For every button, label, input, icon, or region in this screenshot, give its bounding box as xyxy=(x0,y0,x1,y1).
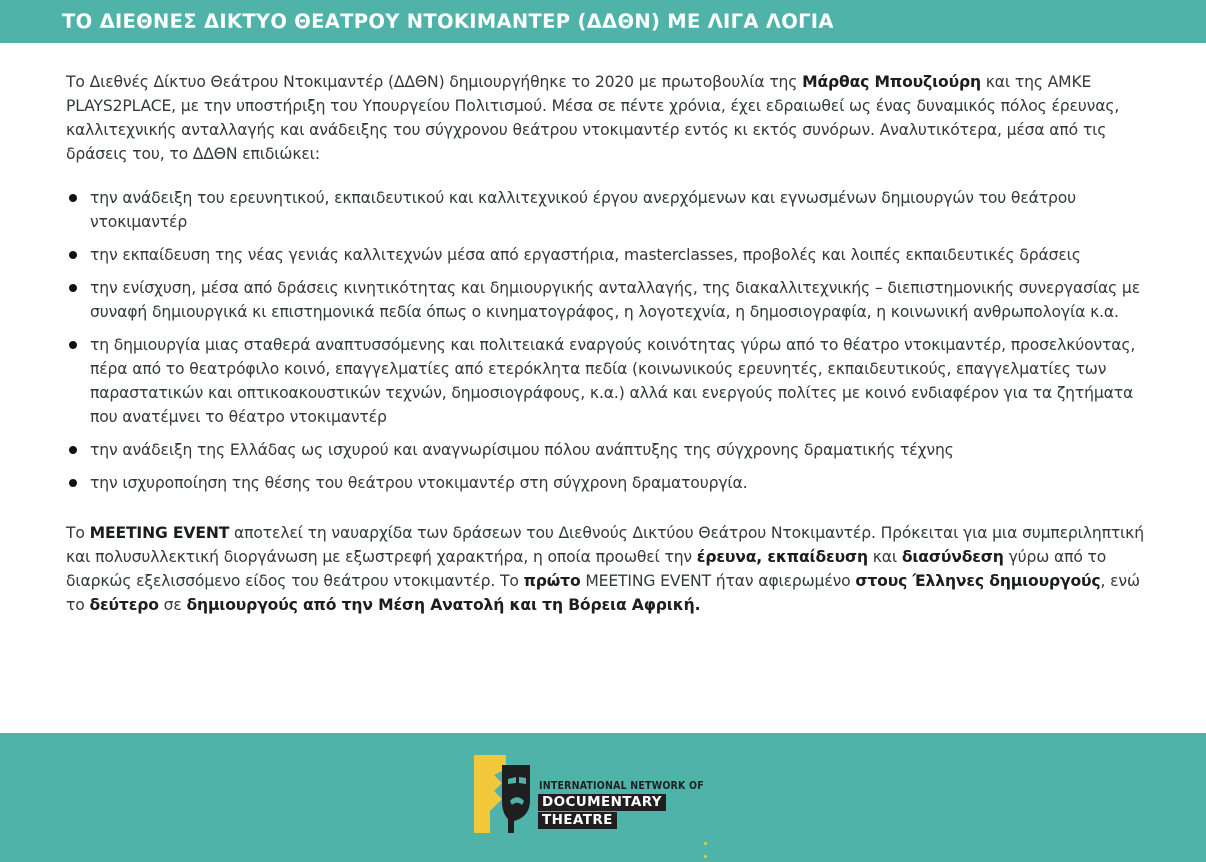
closing-bold-2: έρευνα, εκπαίδευση xyxy=(696,548,868,566)
closing-text-4: γύρω από το διαρκώς εξελισσόμενο είδος του θεάτρου ντοκιμαντέρ. Το xyxy=(66,548,1107,590)
list-item xyxy=(66,438,1151,462)
intro-text-1: Το Διεθνές Δίκτυο Θεάτρου Ντοκιμαντέρ (ΔΔΘΝ) δημιουργήθηκε το 2020 με πρωτοβουλία της xyxy=(66,73,803,91)
logo-text-line3: THEATRE xyxy=(538,812,617,829)
closing-bold-6: δεύτερο xyxy=(89,596,159,614)
closing-text-6: , ενώ το xyxy=(66,572,1140,614)
closing-text-7: σε xyxy=(158,596,187,614)
intro-paragraph xyxy=(66,70,1151,166)
bullet-icon xyxy=(69,479,77,487)
intro-text-2: και της ΑΜΚΕ PLAYS2PLACE, με την υποστήριξη του Υπουργείου Πολιτισμού. Μέσα σε πέντε χρόνια, έχει εδραιωθεί ως ένας δυναμικός πόλος έρευνας, καλλιτεχνικής ανταλλαγής και ανάδειξης του σύγχρονου θεάτρου ντοκιμαντέρ εντός κι εκτός συνόρων. Αναλυτικότερα, μέσα από τις δράσεις του, το ΔΔΘΝ επιδιώκει: xyxy=(66,73,1120,163)
list-item-text: την εκπαίδευση της νέας γενιάς καλλιτεχνών μέσα από εργαστήρια, masterclasses, προβολές και λοιπές εκπαιδευτικές δράσεις xyxy=(90,246,1081,264)
bullet-icon xyxy=(69,194,77,202)
intro-bold-name: Μάρθας Μπουζιούρη xyxy=(802,73,981,91)
list-item xyxy=(66,471,1151,495)
list-item-text: την ισχυροποίηση της θέσης του θεάτρου ντοκιμαντέρ στη σύγχρονη δραματουργία. xyxy=(90,474,748,492)
page-title: ΤΟ ΔΙΕΘΝΕΣ ΔΙΚΤΥΟ ΘΕΑΤΡΟΥ ΝΤΟΚΙΜΑΝΤΕΡ (ΔΔΘΝ) ΜΕ ΛΙΓΑ ΛΟΓΙΑ xyxy=(62,10,834,33)
theatre-masks-icon xyxy=(472,753,536,835)
main-content xyxy=(66,70,1151,617)
network-logo xyxy=(472,753,752,849)
header-bar xyxy=(0,0,1206,43)
bullet-icon xyxy=(69,284,77,292)
list-item xyxy=(66,333,1151,429)
closing-text-5: MEETING EVENT ήταν αφιερωμένο xyxy=(580,572,856,590)
closing-bold-1: MEETING EVENT xyxy=(89,524,230,542)
list-item-text: την ανάδειξη της Ελλάδας ως ισχυρού και αναγνωρίσιμου πόλου ανάπτυξης της σύγχρονης δραματικής τέχνης xyxy=(90,441,954,459)
bullet-icon xyxy=(69,341,77,349)
list-item xyxy=(66,243,1151,267)
list-item-text: την ενίσχυση, μέσα από δράσεις κινητικότητας και δημιουργικής ανταλλαγής, της διακαλλιτεχνικής – διεπιστημονικής συνεργασίας με συναφή δημιουργικά κι επιστημονικά πεδία όπως ο κινηματογράφος, η λογοτεχνία, η δημοσιογραφία, η κοινωνική ανθρωπολογία κ.α. xyxy=(90,279,1140,321)
logo-text-line2: DOCUMENTARY xyxy=(538,794,666,811)
list-item-text: τη δημιουργία μιας σταθερά αναπτυσσόμενης και πολιτειακά εναργούς κοινότητας γύρω από το θέατρο ντοκιμαντέρ, προσελκύοντας, πέρα από το θεατρόφιλο κοινό, επαγγελματίες από ετερόκλητα πεδία (κοινωνικούς ερευνητές, εκπαιδευτικούς, επαγγελματίες των παραστατικών και οπτικοακουστικών τεχνών, δημοσιογράφους, κ.α.) αλλά και ενεργούς πολίτες με κοινό ενδιαφέρον για τα ζητήματα που ανατέμνει το θέατρο ντοκιμαντέρ xyxy=(90,336,1136,426)
closing-text-3: και xyxy=(867,548,902,566)
closing-bold-5: στους Έλληνες δημιουργούς xyxy=(855,572,1101,590)
bullet-icon xyxy=(69,251,77,259)
closing-bold-3: διασύνδεση xyxy=(901,548,1004,566)
logo-dot-icon xyxy=(704,842,707,845)
closing-text-2: αποτελεί τη ναυαρχίδα των δράσεων του Διεθνούς Δικτύου Θεάτρου Ντοκιμαντέρ. Πρόκειται για μια συμπεριληπτική και πολυσυλλεκτική διοργάνωση με εξωστρεφή χαρακτήρα, η οποία προωθεί την xyxy=(66,524,1144,566)
closing-text-1: Το xyxy=(66,524,90,542)
list-item xyxy=(66,276,1151,324)
footer-bar xyxy=(0,733,1206,862)
logo-text-line1: INTERNATIONAL NETWORK OF xyxy=(539,780,704,792)
meeting-event-paragraph xyxy=(66,521,1151,617)
goals-list xyxy=(66,186,1151,495)
bullet-icon xyxy=(69,446,77,454)
closing-bold-4: πρώτο xyxy=(523,572,581,590)
closing-bold-7: δημιουργούς από την Μέση Ανατολή και τη Βόρεια Αφρική. xyxy=(186,596,701,614)
logo-dot-icon xyxy=(704,855,707,858)
list-item xyxy=(66,186,1151,234)
list-item-text: την ανάδειξη του ερευνητικού, εκπαιδευτικού και καλλιτεχνικού έργου ανερχόμενων και εγνωσμένων δημιουργών του θεάτρου ντοκιμαντέρ xyxy=(90,189,1076,231)
